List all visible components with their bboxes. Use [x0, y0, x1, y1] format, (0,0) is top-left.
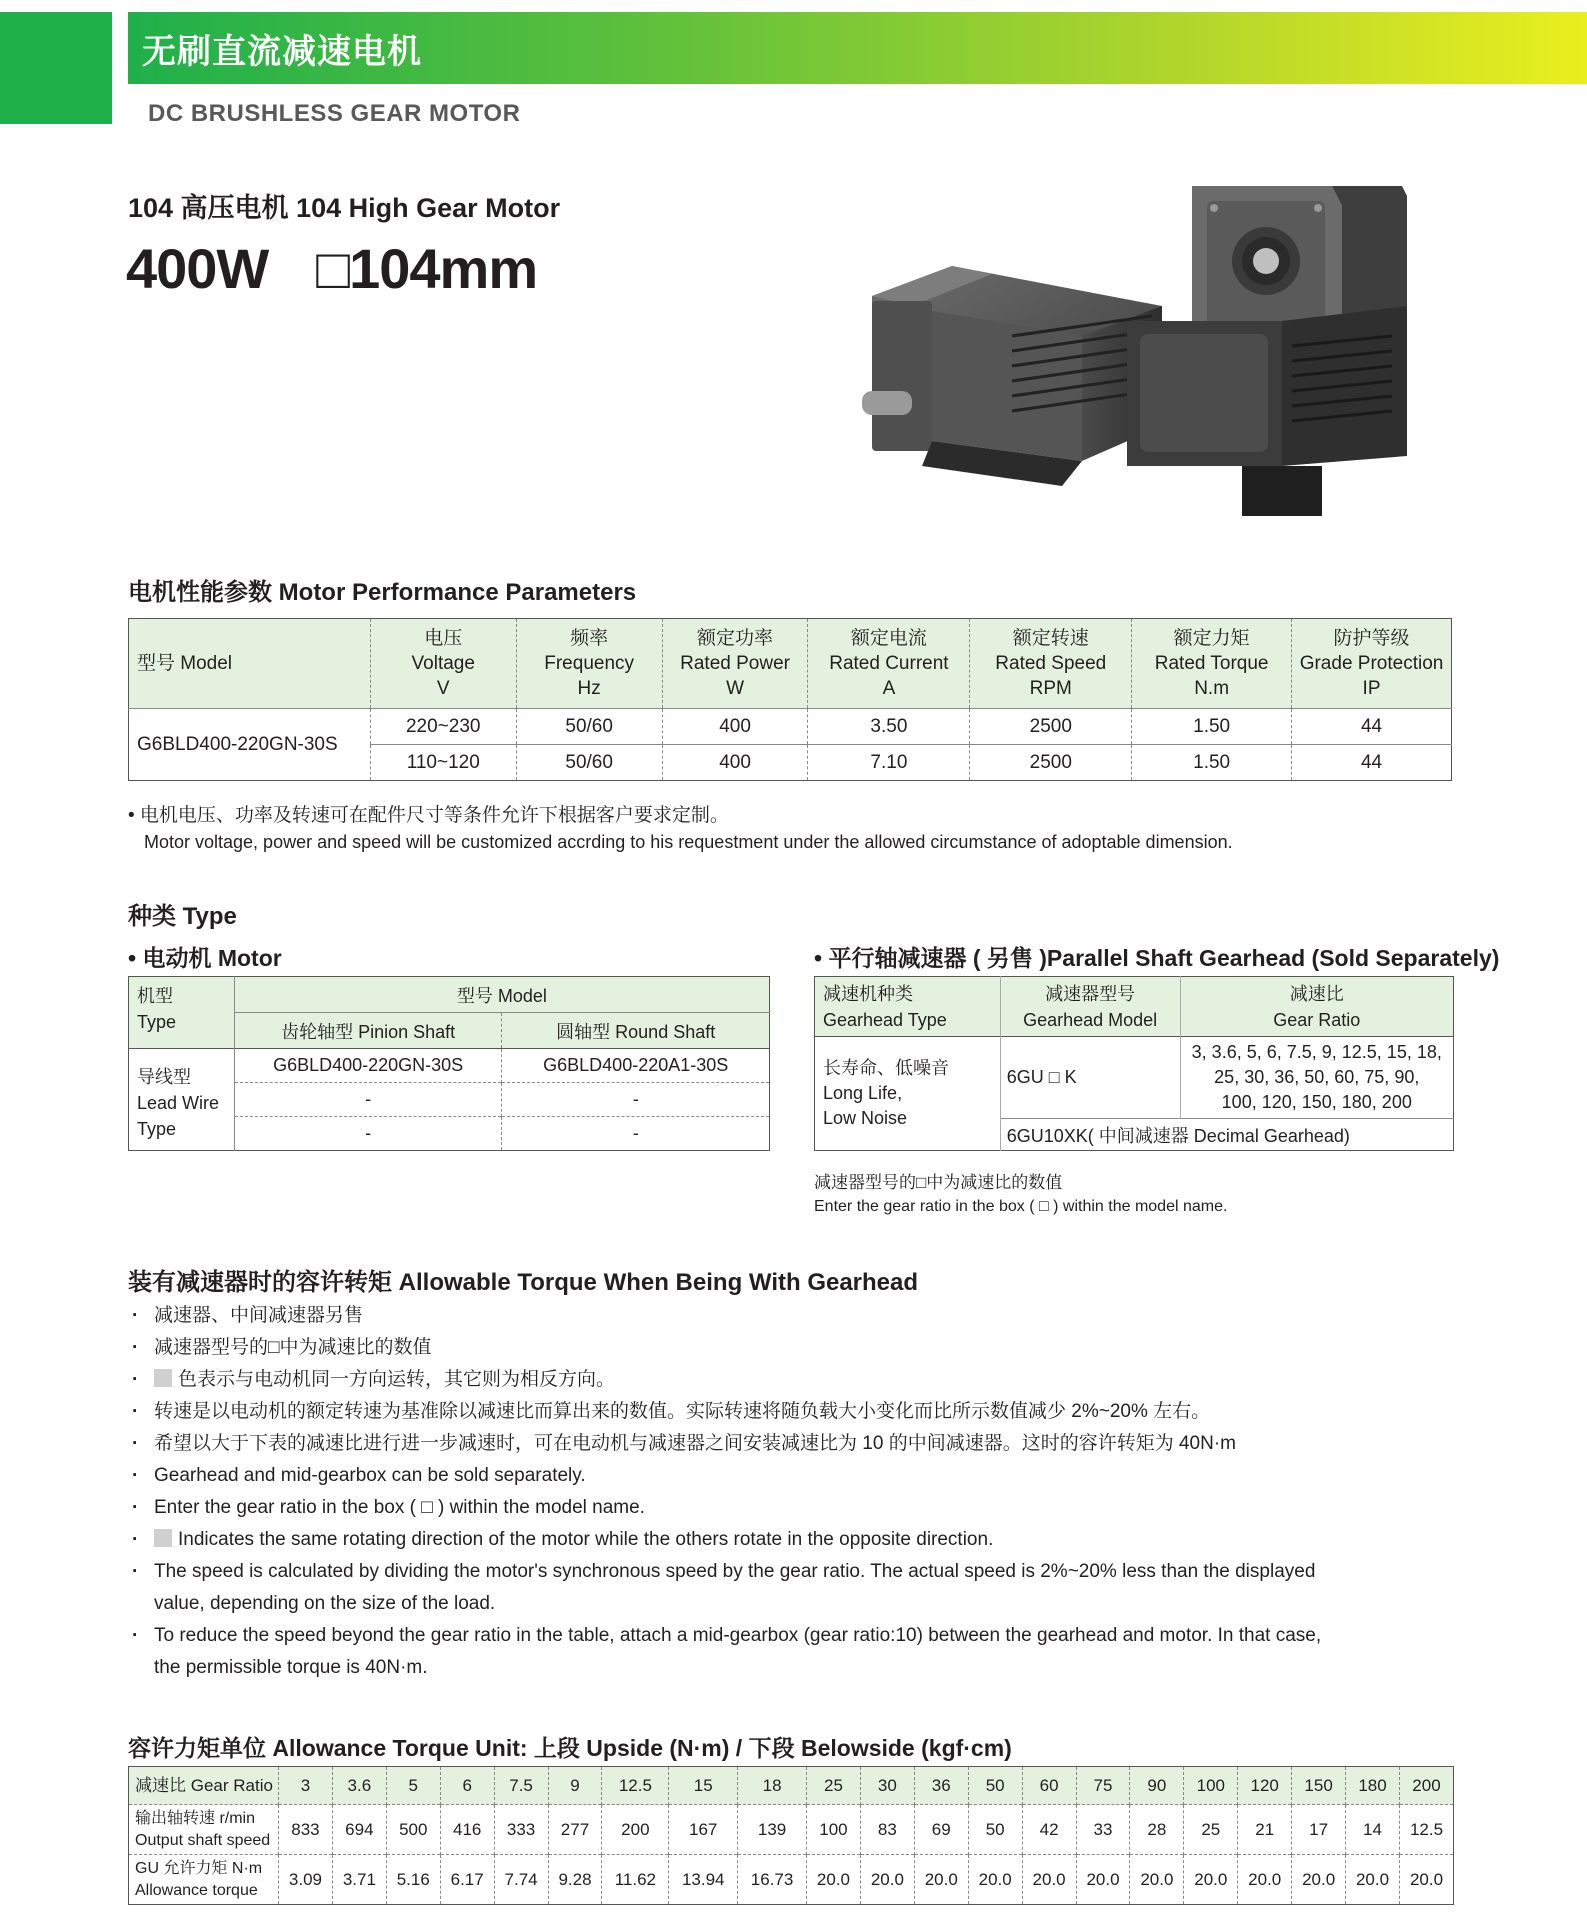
ratio-cell: 9: [548, 1767, 602, 1805]
model-title: 104 高压电机 104 High Gear Motor: [128, 193, 561, 223]
speed-cell: 28: [1130, 1805, 1184, 1855]
motor-right: [1127, 186, 1407, 516]
torque-cell: 20.0: [807, 1855, 861, 1905]
table-cell: 3.50: [808, 709, 970, 745]
table-cell: 220~230: [370, 709, 516, 745]
table-cell: -: [502, 1117, 770, 1151]
round-shaft-header: 圆轴型 Round Shaft: [502, 1013, 770, 1049]
ratio-cell: 3: [279, 1767, 333, 1805]
performance-note-zh: • 电机电压、功率及转速可在配件尺寸等条件允许下根据客户要求定制。: [128, 805, 729, 826]
torque-cell: 20.0: [860, 1855, 914, 1905]
power-rating: 400W: [126, 237, 269, 300]
gear-note-en: Enter the gear ratio in the box ( □ ) within the model name.: [814, 1198, 1228, 1215]
gearhead-table: [814, 976, 1454, 1151]
speed-cell: 200: [602, 1805, 669, 1855]
table-row: [815, 1037, 1454, 1119]
gear-ratio-label: 减速比 Gear Ratio: [129, 1767, 279, 1805]
torque-cell: 20.0: [1238, 1855, 1292, 1905]
table-cell: 7.10: [808, 745, 970, 781]
output-speed-label: 输出轴转速 r/min Output shaft speed: [129, 1805, 279, 1855]
ratio-cell: 15: [669, 1767, 738, 1805]
type-label: 机型 Type: [129, 977, 235, 1049]
torque-cell: 16.73: [738, 1855, 807, 1905]
speed-cell: 12.5: [1399, 1805, 1453, 1855]
ratio-cell: 25: [807, 1767, 861, 1805]
frame-size: □104mm: [316, 237, 538, 300]
table-row: [129, 709, 1452, 745]
torque-cell: 11.62: [602, 1855, 669, 1905]
output-speed-row: [129, 1805, 1454, 1855]
list-item: · To reduce the speed beyond the gear ratio in the table, attach a mid-gearbox (gear ratio:10) between the gearhead and motor. In that case, the permissible torque is 40N·m.: [130, 1620, 1430, 1684]
gearhead-subtitle: • 平行轴减速器 ( 另售 )Parallel Shaft Gearhead (Sold Separately): [814, 945, 1500, 971]
ratio-cell: 180: [1346, 1767, 1400, 1805]
torque-cell: 3.71: [332, 1855, 386, 1905]
perf-header-speed: 额定转速 Rated Speed RPM: [970, 619, 1132, 709]
speed-cell: 25: [1184, 1805, 1238, 1855]
speed-cell: 21: [1238, 1805, 1292, 1855]
decimal-gearhead-cell: 6GU10XK( 中间减速器 Decimal Gearhead): [1000, 1119, 1453, 1151]
speed-cell: 416: [440, 1805, 494, 1855]
allowable-torque-title: 装有减速器时的容许转矩 Allowable Torque When Being With Gearhead: [128, 1269, 919, 1296]
table-cell: G6BLD400-220GN-30S: [234, 1049, 502, 1083]
ratio-cell: 150: [1292, 1767, 1346, 1805]
perf-header-voltage: 电压 Voltage V: [370, 619, 516, 709]
performance-title: 电机性能参数 Motor Performance Parameters: [128, 579, 637, 606]
speed-cell: 17: [1292, 1805, 1346, 1855]
table-cell: 2500: [970, 709, 1132, 745]
gear-ratio-row: [129, 1767, 1454, 1805]
ratio-cell: 36: [914, 1767, 968, 1805]
table-cell: 400: [662, 745, 808, 781]
performance-note-en: Motor voltage, power and speed will be customized accrding to his requestment under the allowed circumstance of adoptable dimension.: [144, 832, 1233, 852]
speed-cell: 14: [1346, 1805, 1400, 1855]
ratio-cell: 200: [1399, 1767, 1453, 1805]
ratio-cell: 7.5: [494, 1767, 548, 1805]
list-item: · 色表示与电动机同一方向运转，其它则为相反方向。: [130, 1364, 1430, 1396]
table-cell: G6BLD400-220A1-30S: [502, 1049, 770, 1083]
perf-header-current: 额定电流 Rated Current A: [808, 619, 970, 709]
speed-cell: 139: [738, 1805, 807, 1855]
list-item: · 希望以大于下表的减速比进行进一步减速时，可在电动机与减速器之间安装减速比为 10 的中间减速器。这时的容许转矩为 40N·m: [130, 1428, 1430, 1460]
gear-ratio-cell: 3, 3.6, 5, 6, 7.5, 9, 12.5, 15, 18, 25, 30, 36, 50, 60, 75, 90, 100, 120, 150, 180, 200: [1180, 1037, 1453, 1119]
table-cell: 50/60: [516, 745, 662, 781]
torque-cell: 20.0: [1292, 1855, 1346, 1905]
list-item: · Enter the gear ratio in the box ( □ ) within the model name.: [130, 1492, 1430, 1524]
pinion-shaft-header: 齿轮轴型 Pinion Shaft: [281, 1021, 456, 1042]
table-cell: 2500: [970, 745, 1132, 781]
motor-subtitle: • 电动机 Motor: [128, 945, 282, 971]
perf-model-cell: G6BLD400-220GN-30S: [129, 709, 371, 781]
table-cell: -: [365, 1123, 372, 1143]
allowable-torque-notes: [130, 1300, 1430, 1684]
ratio-cell: 120: [1238, 1767, 1292, 1805]
performance-header-row: [129, 619, 1452, 709]
torque-cell: 20.0: [1346, 1855, 1400, 1905]
torque-cell: 20.0: [1076, 1855, 1130, 1905]
performance-table: [128, 618, 1452, 781]
list-item: · 减速器型号的□中为减速比的数值: [130, 1332, 1430, 1364]
speed-cell: 50: [968, 1805, 1022, 1855]
gray-swatch-icon: [154, 1369, 172, 1387]
torque-cell: 3.09: [279, 1855, 333, 1905]
perf-header-ip: 防护等级 Grade Protection IP: [1292, 619, 1452, 709]
table-row: [129, 1049, 770, 1083]
motor-left: [862, 266, 1162, 486]
speed-cell: 167: [669, 1805, 738, 1855]
big-spec: [126, 236, 537, 301]
torque-cell: 9.28: [548, 1855, 602, 1905]
gearhead-type-cell: 长寿命、低噪音 Long Life, Low Noise: [815, 1037, 1001, 1151]
torque-cell: 20.0: [914, 1855, 968, 1905]
ratio-cell: 6: [440, 1767, 494, 1805]
gearhead-type-header: 减速机种类 Gearhead Type: [815, 977, 1001, 1037]
torque-cell: 13.94: [669, 1855, 738, 1905]
speed-cell: 83: [860, 1805, 914, 1855]
speed-cell: 42: [1022, 1805, 1076, 1855]
header-title-en: DC BRUSHLESS GEAR MOTOR: [148, 100, 521, 127]
perf-header-torque: 额定力矩 Rated Torque N.m: [1132, 619, 1292, 709]
ratio-cell: 5: [386, 1767, 440, 1805]
ratio-cell: 75: [1076, 1767, 1130, 1805]
ratio-cell: 60: [1022, 1767, 1076, 1805]
torque-cell: 20.0: [1130, 1855, 1184, 1905]
table-cell: 44: [1292, 709, 1452, 745]
speed-cell: 277: [548, 1805, 602, 1855]
motor-type-table: [128, 976, 770, 1151]
table-cell: 1.50: [1132, 745, 1292, 781]
table-cell: 44: [1292, 745, 1452, 781]
gear-ratio-header: 减速比 Gear Ratio: [1180, 977, 1453, 1037]
speed-cell: 69: [914, 1805, 968, 1855]
ratio-cell: 90: [1130, 1767, 1184, 1805]
ratio-cell: 18: [738, 1767, 807, 1805]
list-item: · The speed is calculated by dividing the motor's synchronous speed by the gear ratio. The actual speed is 2%~20% less than the displayed value, depending on the size of the load.: [130, 1556, 1430, 1620]
speed-cell: 33: [1076, 1805, 1130, 1855]
gear-note-zh: 减速器型号的□中为减速比的数值: [814, 1173, 1063, 1192]
table-cell: 110~120: [370, 745, 516, 781]
ratio-cell: 12.5: [602, 1767, 669, 1805]
table-cell: 50/60: [516, 709, 662, 745]
list-item: · 减速器、中间减速器另售: [130, 1300, 1430, 1332]
ratio-cell: 100: [1184, 1767, 1238, 1805]
torque-cell: 20.0: [1399, 1855, 1453, 1905]
torque-cell: 5.16: [386, 1855, 440, 1905]
torque-cell: 20.0: [1022, 1855, 1076, 1905]
ratio-cell: 30: [860, 1767, 914, 1805]
model-header: 型号 Model: [234, 977, 769, 1013]
torque-cell: 20.0: [1184, 1855, 1238, 1905]
gray-swatch-icon: [154, 1529, 172, 1547]
gearhead-model-cell: 6GU □ K: [1000, 1037, 1180, 1119]
type-title: 种类 Type: [128, 903, 237, 930]
header-title-zh: 无刷直流减速电机: [142, 32, 422, 72]
speed-cell: 694: [332, 1805, 386, 1855]
list-item: · 转速是以电动机的额定转速为基准除以减速比而算出来的数值。实际转速将随负载大小变化而比所示数值减少 2%~20% 左右。: [130, 1396, 1430, 1428]
torque-table-title: 容许力矩单位 Allowance Torque Unit: 上段 Upside (N·m) / 下段 Belowside (kgf·cm): [128, 1735, 1012, 1761]
table-cell: 1.50: [1132, 709, 1292, 745]
ratio-cell: 3.6: [332, 1767, 386, 1805]
speed-cell: 100: [807, 1805, 861, 1855]
perf-header-power: 额定功率 Rated Power W: [662, 619, 808, 709]
speed-cell: 333: [494, 1805, 548, 1855]
lead-wire-label: 导线型 Lead Wire Type: [129, 1049, 235, 1151]
ratio-cell: 50: [968, 1767, 1022, 1805]
gear-motor-image: [862, 186, 1462, 552]
torque-cell: 20.0: [968, 1855, 1022, 1905]
speed-cell: 500: [386, 1805, 440, 1855]
table-cell: 400: [662, 709, 808, 745]
speed-cell: 833: [279, 1805, 333, 1855]
torque-cell: 7.74: [494, 1855, 548, 1905]
perf-header-model: 型号 Model: [129, 619, 371, 709]
header-green-block: [0, 12, 112, 124]
table-cell: -: [502, 1083, 770, 1117]
table-cell: -: [365, 1089, 372, 1109]
torque-table: [128, 1766, 1454, 1905]
list-item: · Gearhead and mid-gearbox can be sold separately.: [130, 1460, 1430, 1492]
list-item: · Indicates the same rotating direction of the motor while the others rotate in the opposite direction.: [130, 1524, 1430, 1556]
torque-cell: 6.17: [440, 1855, 494, 1905]
perf-header-frequency: 频率 Frequency Hz: [516, 619, 662, 709]
allowance-torque-row: [129, 1855, 1454, 1905]
gearhead-model-header: 减速器型号 Gearhead Model: [1000, 977, 1180, 1037]
allowance-torque-label: GU 允许力矩 N·m Allowance torque: [129, 1855, 279, 1905]
